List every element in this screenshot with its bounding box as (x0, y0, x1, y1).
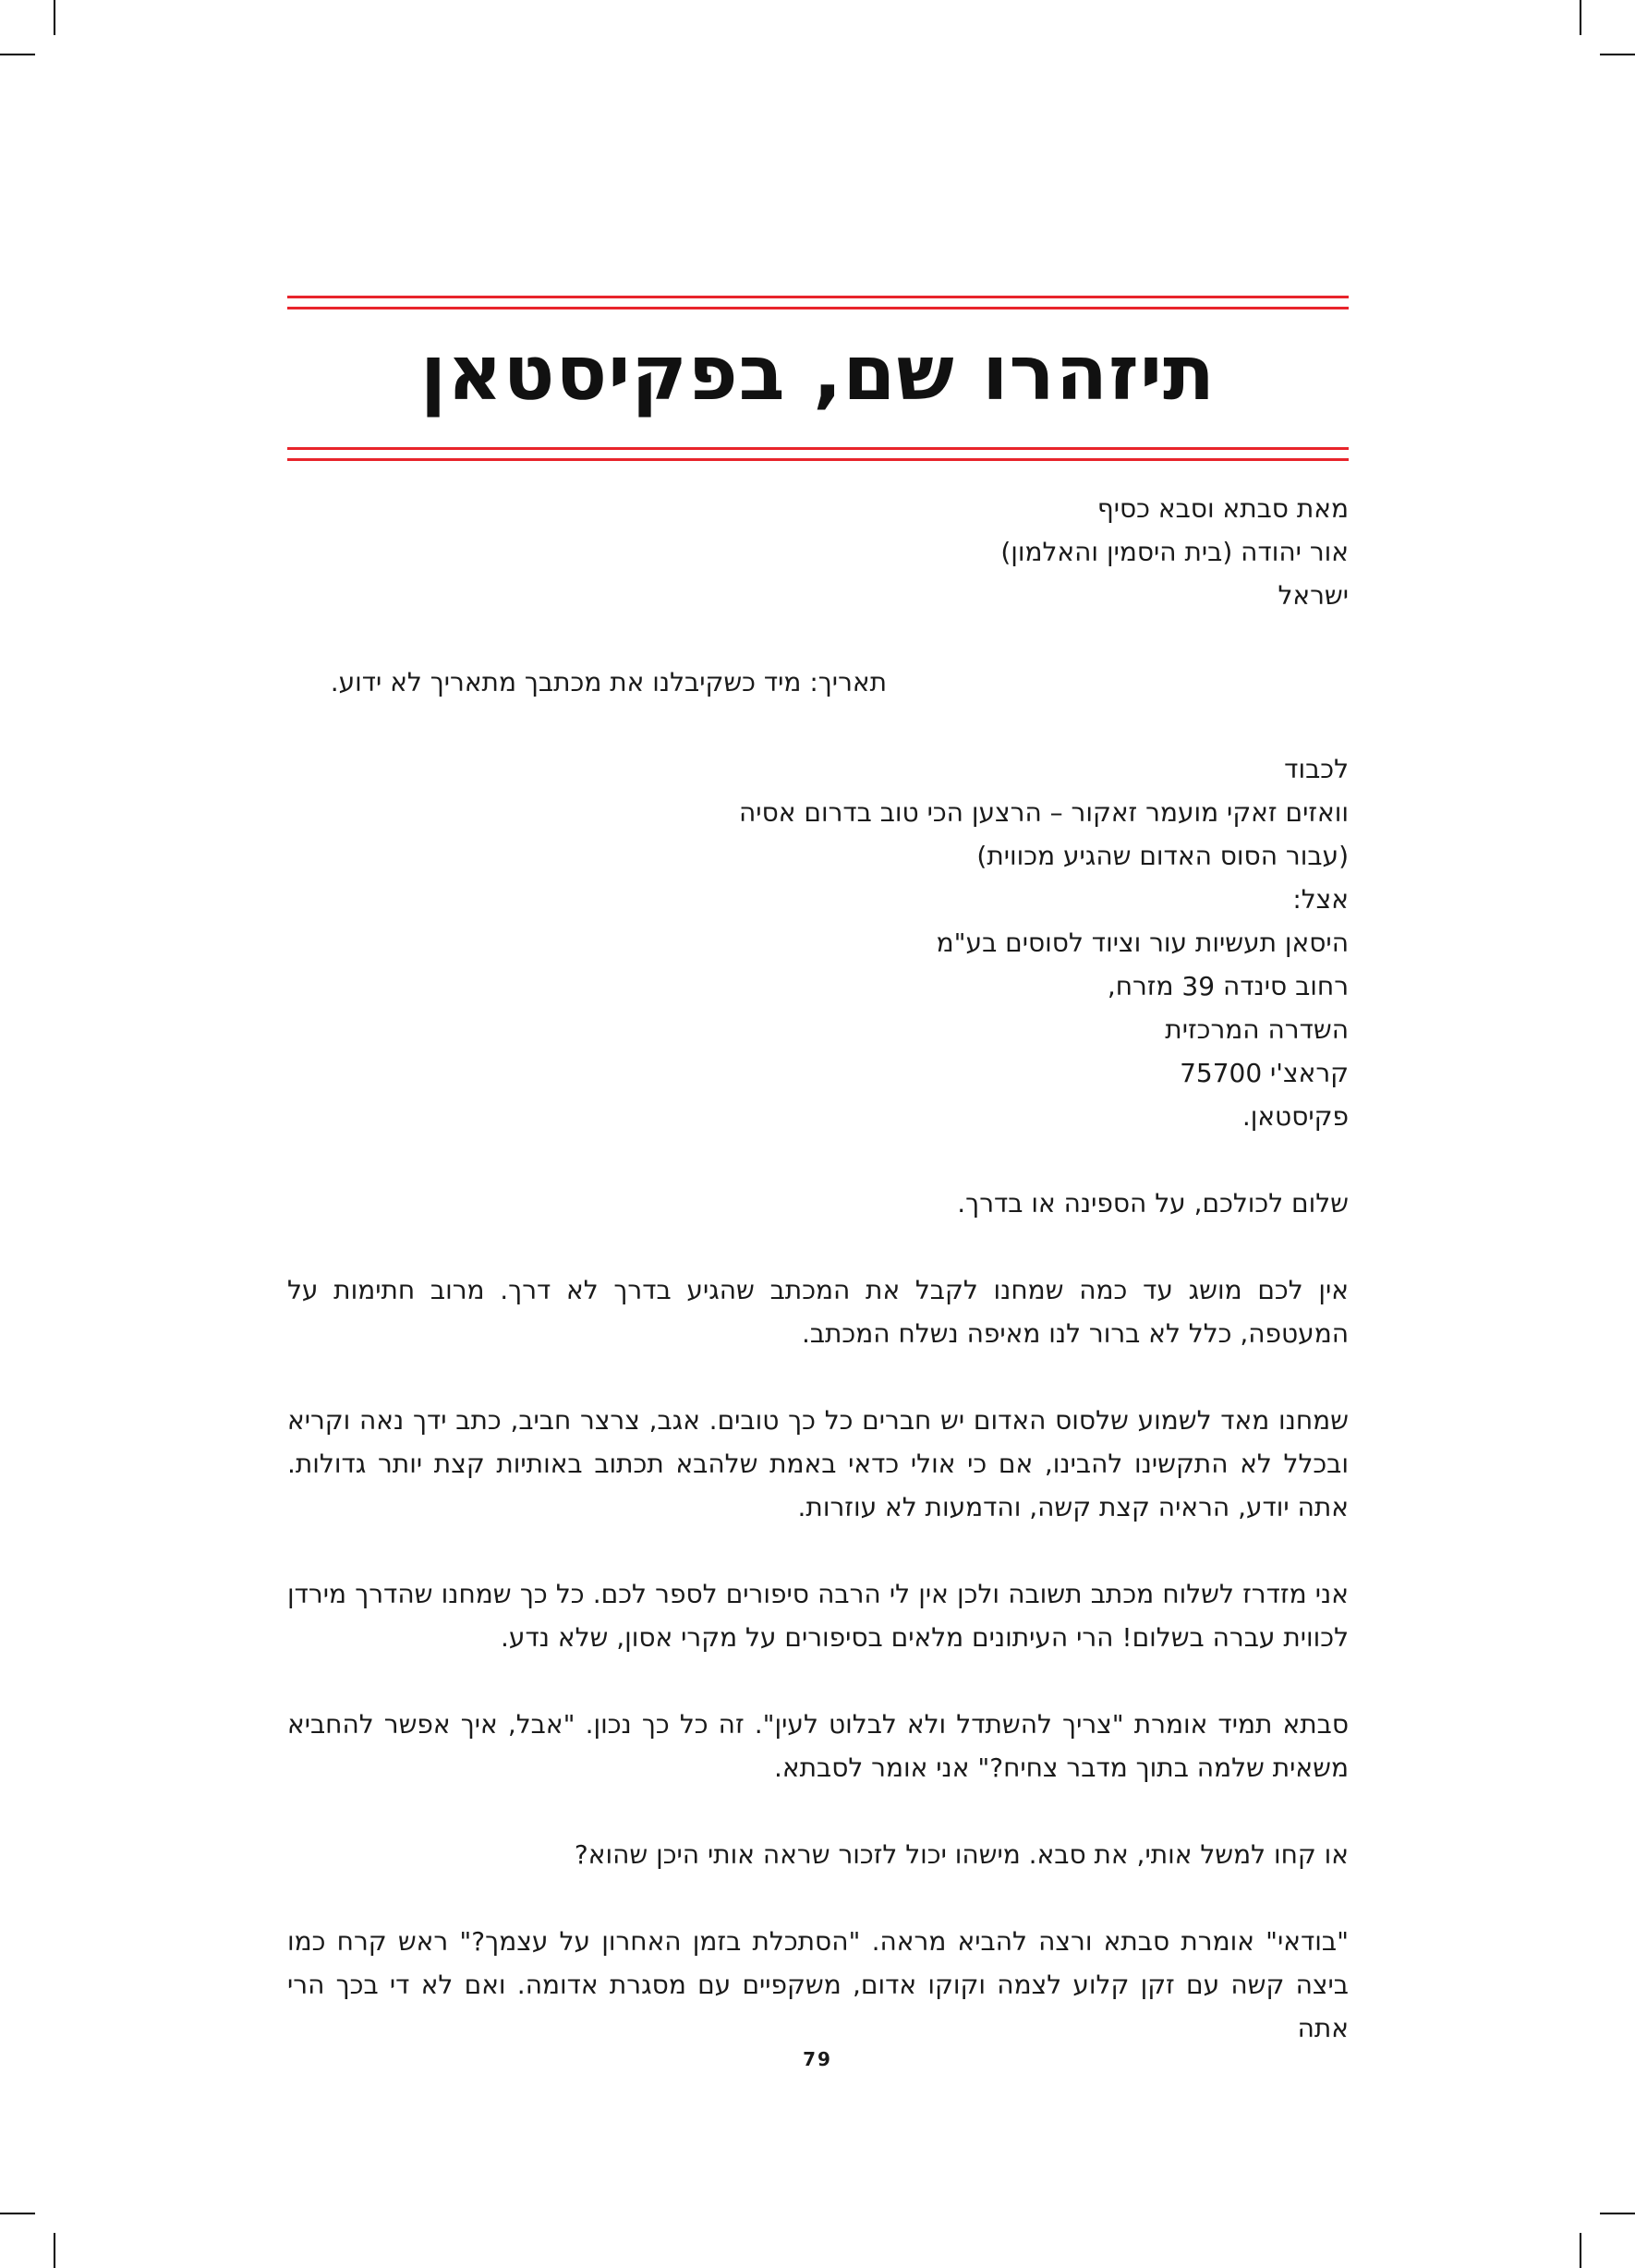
crop-mark-bottom-left-h (0, 2213, 35, 2214)
greeting: שלום לכולכם, על הספינה או בדרך. (957, 1188, 1349, 1219)
title-rule (287, 447, 1349, 450)
paragraph: או קחו למשל אותי, את סבא. מישהו יכול לזכור שראה אותי היכן שהוא? (574, 1839, 1349, 1870)
recipient-street: רחוב סינדה 39 מזרח, (1107, 971, 1349, 1001)
recipient-care-of: אצל: (1292, 884, 1349, 915)
paragraph: אין לכם מושג עד כמה שמחנו לקבל את המכתב שהגיע בדרך לא דרך. מרוב חתימות על המעטפה, כלל לא ברור לנו מאיפה נשלח המכתב. (287, 1275, 1349, 1349)
page-title: תיזהרו שם, בפקיסטאן (419, 330, 1217, 418)
paragraph: "בודאי" אומרת סבתא ורצה להביא מראה. "הסתכלת בזמן האחרון על עצמך?" ראש קרח כמו ביצה קשה עם זקן קלוע לצמה וקוקו אדום, משקפיים עם מסגרת אדומה. ואם לא די בכך הרי אתה (287, 1926, 1349, 2044)
crop-mark-bottom-left (54, 2233, 55, 2268)
title-block (287, 296, 1349, 461)
date-line: תאריך: מיד כשקיבלנו את מכתבך מתאריך לא ידוע. (330, 667, 887, 697)
page-number: 79 (803, 2048, 832, 2070)
crop-mark-top-left (54, 0, 55, 35)
title-rules-top (287, 296, 1349, 309)
recipient-city: קראצ'י 75700 (1180, 1058, 1349, 1088)
sender-line: אור יהודה (בית היסמין והאלמון) (1000, 537, 1349, 567)
title-rule (287, 296, 1349, 298)
sender-line: מאת סבתא וסבא כסיף (1096, 493, 1349, 524)
recipient-note: (עבור הסוס האדום שהגיע מכווית) (976, 841, 1349, 871)
title-rules-bottom (287, 447, 1349, 461)
recipient-avenue: השדרה המרכזית (1165, 1014, 1349, 1045)
recipient-company: היסאן תעשיות עור וציוד לסוסים בע"מ (936, 928, 1349, 958)
recipient-country: פקיסטאן. (1241, 1101, 1349, 1132)
title-rule (287, 458, 1349, 461)
crop-mark-bottom-right-h (1600, 2213, 1635, 2214)
letter-body (287, 487, 1349, 2050)
crop-mark-top-right-h (1600, 54, 1635, 55)
sender-line: ישראל (1278, 580, 1349, 611)
paragraph: שמחנו מאד לשמוע שלסוס האדום יש חברים כל כך טובים. אגב, צרצר חביב, כתב ידך נאה וקריא ובכלל לא התקשינו להבינו, אם כי אולי כדאי באמת שלהבא תכתוב באותיות קצת יותר גדולות. אתה יודע, הראיה קצת קשה, והדמעות לא עוזרות. (287, 1405, 1349, 1522)
recipient-name: וואזים זאקי מועמר זאקור – הרצען הכי טוב בדרום אסיה (739, 797, 1349, 828)
paragraph: סבתא תמיד אומרת "צריך להשתדל ולא לבלוט לעין". זה כל כך נכון. "אבל, איך אפשר להחביא משאית שלמה בתוך מדבר צחיח?" אני אומר לסבתא. (287, 1709, 1349, 1783)
crop-mark-bottom-right (1580, 2233, 1581, 2268)
paragraph: אני מזדרז לשלוח מכתב תשובה ולכן אין לי הרבה סיפורים לספר לכם. כל כך שמחנו שהדרך מירדן לכווית עברה בשלום! הרי העיתונים מלאים בסיפורים על מקרי אסון, שלא נדע. (287, 1579, 1349, 1653)
recipient-to-label: לכבוד (1284, 754, 1349, 784)
crop-mark-top-right (1580, 0, 1581, 35)
crop-mark-top-left-h (0, 54, 35, 55)
